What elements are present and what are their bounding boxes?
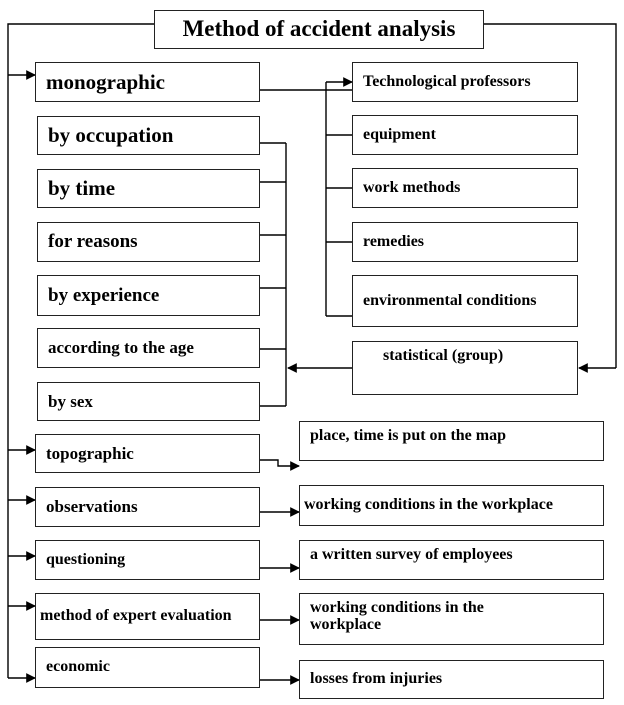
detail-observations: working conditions in the workplace (299, 485, 604, 526)
method-expert-evaluation: method of expert evaluation (35, 593, 260, 640)
method-observations: observations (35, 487, 260, 527)
detail-expert-evaluation: working conditions in the workplace (299, 593, 604, 645)
detail-remedies: remedies (352, 222, 578, 262)
method-according-to-age: according to the age (37, 328, 260, 368)
method-topographic: topographic (35, 434, 260, 473)
method-questioning: questioning (35, 540, 260, 580)
method-by-occupation: by occupation (37, 116, 260, 155)
detail-statistical-group: statistical (group) (352, 341, 578, 395)
method-monographic: monographic (35, 62, 260, 102)
detail-topographic-map: place, time is put on the map (299, 421, 604, 461)
detail-work-methods: work methods (352, 168, 578, 208)
detail-technological-professors: Technological professors (352, 62, 578, 102)
method-by-experience: by experience (37, 275, 260, 316)
detail-questioning: a written survey of employees (299, 540, 604, 580)
method-by-time: by time (37, 169, 260, 208)
method-economic: economic (35, 647, 260, 688)
detail-economic: losses from injuries (299, 660, 604, 699)
detail-environmental-conditions: environmental conditions (352, 275, 578, 327)
method-by-sex: by sex (37, 382, 260, 421)
method-for-reasons: for reasons (37, 222, 260, 262)
detail-equipment: equipment (352, 115, 578, 155)
diagram-title: Method of accident analysis (154, 10, 484, 49)
